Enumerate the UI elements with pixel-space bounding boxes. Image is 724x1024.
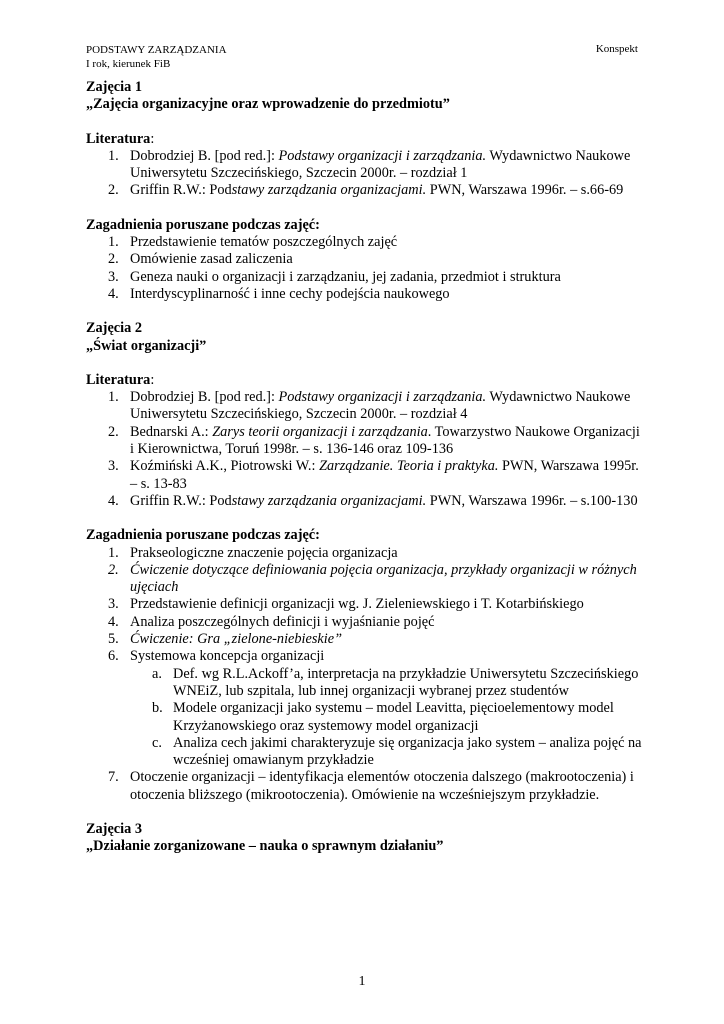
subtopic-item: b. Modele organizacji jako systemu – model Leavitta, pięcioelementowy model Krzyżanowskiego oraz systemowy model organizacji [152,700,614,734]
document-body [86,79,646,856]
section-1-topics-list [86,234,646,303]
topic-item: 6. Systemowa koncepcja organizacji [108,648,325,665]
topic-item: 3. Geneza nauki o organizacji i zarządzaniu, jej zadania, przedmiot i struktura [108,268,561,285]
section-2-title: „Świat organizacji” [86,337,207,354]
section-2-literature-heading: Literatura: [86,371,155,388]
section-2-number: Zajęcia 2 [86,320,142,337]
course-group: I rok, kierunek FiB [86,58,171,70]
topic-item: 2. Ćwiczenie dotyczące definiowania pojęcia organizacja, przykłady organizacji w różnych ujęciach [108,561,637,596]
literature-item: 1. Dobrodziej B. [pod red.]: Podstawy organizacji i zarządzania. Wydawnictwo Naukowe Uniwersytetu Szczecińskiego, Szczecin 2000r. – rozdział 1 [108,147,631,182]
section-1-topics-heading: Zagadnienia poruszane podczas zajęć: [86,216,320,233]
literature-item: 4. Griffin R.W.: Podstawy zarządzania organizacjami. PWN, Warszawa 1996r. – s.100-130 [108,492,638,509]
subtopic-item: c. Analiza cech jakimi charakteryzuje się organizacja jako system – analiza pojęć na wcześniej omawianym przykładzie [152,734,642,769]
section-2-topics-list [86,545,646,804]
section-2-topics-heading: Zagadnienia poruszane podczas zajęć: [86,527,320,544]
literature-item: 2. Bednarski A.: Zarys teorii organizacji i zarządzania. Towarzystwo Naukowe Organizacji i Kierownictwa, Toruń 1998r. – s. 136-146 oraz 109-136 [108,423,640,458]
section-1-number: Zajęcia 1 [86,79,142,95]
topic-item: 7. Otoczenie organizacji – identyfikacja elementów otoczenia dalszego (makrootoczenia) i otoczenia bliższego (mikrootoczenia). Omówienie na wcześniejszym przykładzie. [108,769,634,803]
document-header [86,43,227,71]
topic-item: 1. Przedstawienie tematów poszczególnych zajęć [108,234,398,251]
literature-item: 2. Griffin R.W.: Podstawy zarządzania organizacjami. PWN, Warszawa 1996r. – s.66-69 [108,182,624,199]
topic-item: 2. Omówienie zasad zaliczenia [108,251,293,268]
topic-item: 3. Przedstawienie definicji organizacji wg. J. Zieleniewskiego i T. Kotarbińskiego [108,596,584,613]
course-name: PODSTAWY ZARZĄDZANIA [86,44,227,56]
literature-item: 3. Koźmiński A.K., Piotrowski W.: Zarządzanie. Teoria i praktyka. PWN, Warszawa 1995r. – s. 13-83 [108,458,639,492]
section-1-literature-heading: Literatura: [86,130,155,147]
topic-item: 1. Prakseologiczne znaczenie pojęcia organizacja [108,544,398,561]
section-3-title: „Działanie zorganizowane – nauka o sprawnym działaniu” [86,838,444,855]
section-1-literature-list [86,148,646,200]
literature-item: 1. Dobrodziej B. [pod red.]: Podstawy organizacji i zarządzania. Wydawnictwo Naukowe Uniwersytetu Szczecińskiego, Szczecin 2000r. – rozdział 4 [108,389,631,423]
section-2-literature-list [86,389,646,510]
document-type: Konspekt [595,43,638,55]
section-3-number: Zajęcia 3 [86,820,142,837]
subtopic-item: a. Def. wg R.L.Ackoff’a, interpretacja na przykładzie Uniwersytetu Szczecińskiego WNEiZ, lub szpitala, lub innej organizacji wybranej przez studentów [152,665,639,699]
section-1-title: „Zajęcia organizacyjne oraz wprowadzenie do przedmiotu” [86,96,450,113]
page-number: 1 [358,974,366,989]
topic-item: 4. Interdyscyplinarność i inne cechy podejścia naukowego [108,285,450,302]
topic-item: 5. Ćwiczenie: Gra „zielone-niebieskie” [108,631,343,648]
topic-item: 4. Analiza poszczególnych definicji i wyjaśnianie pojęć [108,613,435,630]
